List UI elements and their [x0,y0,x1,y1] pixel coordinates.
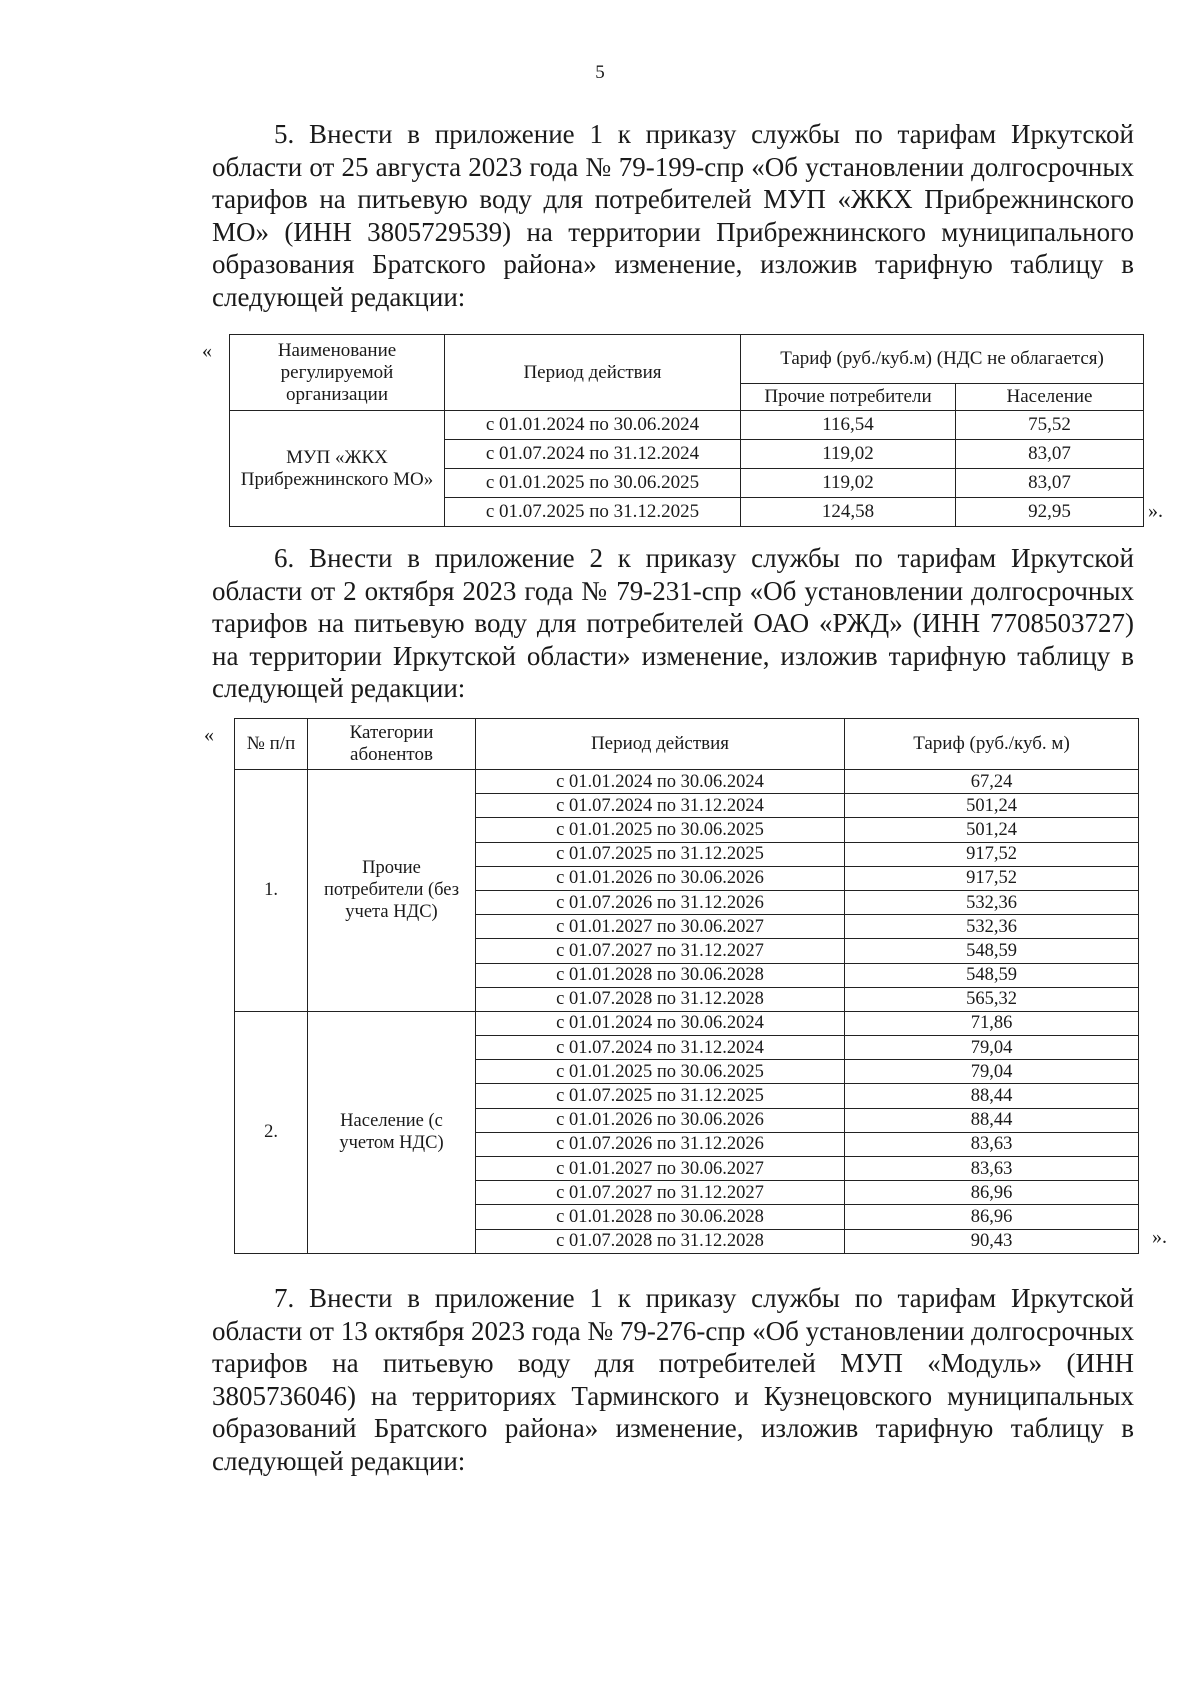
t2-period: с 01.01.2024 по 30.06.2024 [476,770,845,794]
t2-tariff: 79,04 [845,1036,1139,1060]
t1-population: 83,07 [956,440,1144,469]
t2-tariff: 532,36 [845,915,1139,939]
t2-tariff: 501,24 [845,818,1139,842]
t2-period: с 01.01.2024 по 30.06.2024 [476,1011,845,1035]
t1-org-name: МУП «ЖКХ Прибрежнинского МО» [230,411,445,527]
t1-population: 92,95 [956,498,1144,527]
table-1-close-quote: ». [1148,500,1163,522]
t2-tariff: 548,59 [845,963,1139,987]
t2-period: с 01.07.2027 по 31.12.2027 [476,1181,845,1205]
t1-other: 116,54 [741,411,956,440]
page-number: 5 [595,62,605,83]
t2-period: с 01.07.2026 по 31.12.2026 [476,1132,845,1156]
t1-other: 119,02 [741,469,956,498]
table-row [235,1011,1139,1035]
t2-tariff: 88,44 [845,1084,1139,1108]
table-2-close-quote: ». [1152,1226,1167,1248]
t2-period: с 01.01.2028 по 30.06.2028 [476,963,845,987]
t2-tariff: 67,24 [845,770,1139,794]
section-5-paragraph [212,118,1134,313]
t2-tariff: 83,63 [845,1157,1139,1181]
t2-tariff: 565,32 [845,987,1139,1011]
t2-period: с 01.07.2028 по 31.12.2028 [476,1229,845,1253]
section-6-paragraph [212,542,1134,705]
t2-period: с 01.01.2028 по 30.06.2028 [476,1205,845,1229]
t2-period: с 01.07.2026 по 31.12.2026 [476,890,845,914]
t1-header-period: Период действия [445,335,741,411]
section-7-paragraph [212,1282,1134,1477]
t2-tariff: 86,96 [845,1205,1139,1229]
t2-tariff: 548,59 [845,939,1139,963]
t2-tariff: 532,36 [845,890,1139,914]
t2-period: с 01.07.2028 по 31.12.2028 [476,987,845,1011]
t2-tariff: 83,63 [845,1132,1139,1156]
t1-header-tariff: Тариф (руб./куб.м) (НДС не облагается) [741,335,1144,384]
tariff-table-2 [234,718,1139,1254]
t1-header-other: Прочие потребители [741,384,956,411]
t2-period: с 01.01.2025 по 30.06.2025 [476,818,845,842]
table-row [235,770,1139,794]
t2-period: с 01.01.2027 по 30.06.2027 [476,1157,845,1181]
tariff-table-1 [229,334,1144,527]
t2-header-category: Категории абонентов [308,719,476,770]
t2-group-category: Население (с учетом НДС) [308,1011,476,1253]
section-7-text: 7. Внести в приложение 1 к приказу службы по тарифам Иркутской области от 13 октября 2023 года № 79-276-спр «Об установлении долгосрочных тарифов на питьевую воду для потребителей МУП «Модуль» (ИНН 3805736046) на территориях Тарминского и Кузнецовского муниципальных образований Братского района» изменение, изложив тарифную таблицу в следующей редакции: [212,1283,1134,1476]
t2-tariff: 86,96 [845,1181,1139,1205]
t2-period: с 01.07.2025 по 31.12.2025 [476,842,845,866]
table-2-open-quote: « [204,724,214,746]
t2-tariff: 79,04 [845,1060,1139,1084]
t2-period: с 01.07.2024 по 31.12.2024 [476,794,845,818]
t1-period: с 01.01.2025 по 30.06.2025 [445,469,741,498]
t1-period: с 01.07.2024 по 31.12.2024 [445,440,741,469]
t2-group-category: Прочие потребители (без учета НДС) [308,770,476,1012]
t2-header-tariff: Тариф (руб./куб. м) [845,719,1139,770]
t1-population: 83,07 [956,469,1144,498]
t2-tariff: 90,43 [845,1229,1139,1253]
t2-period: с 01.07.2025 по 31.12.2025 [476,1084,845,1108]
t1-period: с 01.07.2025 по 31.12.2025 [445,498,741,527]
t2-tariff: 501,24 [845,794,1139,818]
section-5-text: 5. Внести в приложение 1 к приказу службы по тарифам Иркутской области от 25 августа 2023 года № 79-199-спр «Об установлении долгосрочных тарифов на питьевую воду для потребителей МУП «ЖКХ Прибрежнинского МО» (ИНН 3805729539) на территории Прибрежнинского муниципального образования Братского района» изменение, изложив тарифную таблицу в следующей редакции: [212,119,1134,312]
t1-population: 75,52 [956,411,1144,440]
t2-group-num: 1. [235,770,308,1012]
t2-period: с 01.07.2027 по 31.12.2027 [476,939,845,963]
t2-period: с 01.01.2027 по 30.06.2027 [476,915,845,939]
t2-tariff: 88,44 [845,1108,1139,1132]
table-1-open-quote: « [202,340,212,362]
t1-header-org: Наименование регулируемой организации [230,335,445,411]
table-row [230,411,1144,440]
t2-period: с 01.07.2024 по 31.12.2024 [476,1036,845,1060]
t2-period: с 01.01.2026 по 30.06.2026 [476,1108,845,1132]
t1-period: с 01.01.2024 по 30.06.2024 [445,411,741,440]
t1-other: 124,58 [741,498,956,527]
t2-group-num: 2. [235,1011,308,1253]
t2-header-period: Период действия [476,719,845,770]
t1-header-population: Население [956,384,1144,411]
t2-tariff: 71,86 [845,1011,1139,1035]
t1-other: 119,02 [741,440,956,469]
section-6-text: 6. Внести в приложение 2 к приказу службы по тарифам Иркутской области от 2 октября 2023 года № 79-231-спр «Об установлении долгосрочных тарифов на питьевую воду для потребителей ОАО «РЖД» (ИНН 7708503727) на территории Иркутской области» изменение, изложив тарифную таблицу в следующей редакции: [212,543,1134,703]
t2-period: с 01.01.2025 по 30.06.2025 [476,1060,845,1084]
t2-tariff: 917,52 [845,842,1139,866]
t2-period: с 01.01.2026 по 30.06.2026 [476,866,845,890]
t2-tariff: 917,52 [845,866,1139,890]
t2-header-num: № п/п [235,719,308,770]
